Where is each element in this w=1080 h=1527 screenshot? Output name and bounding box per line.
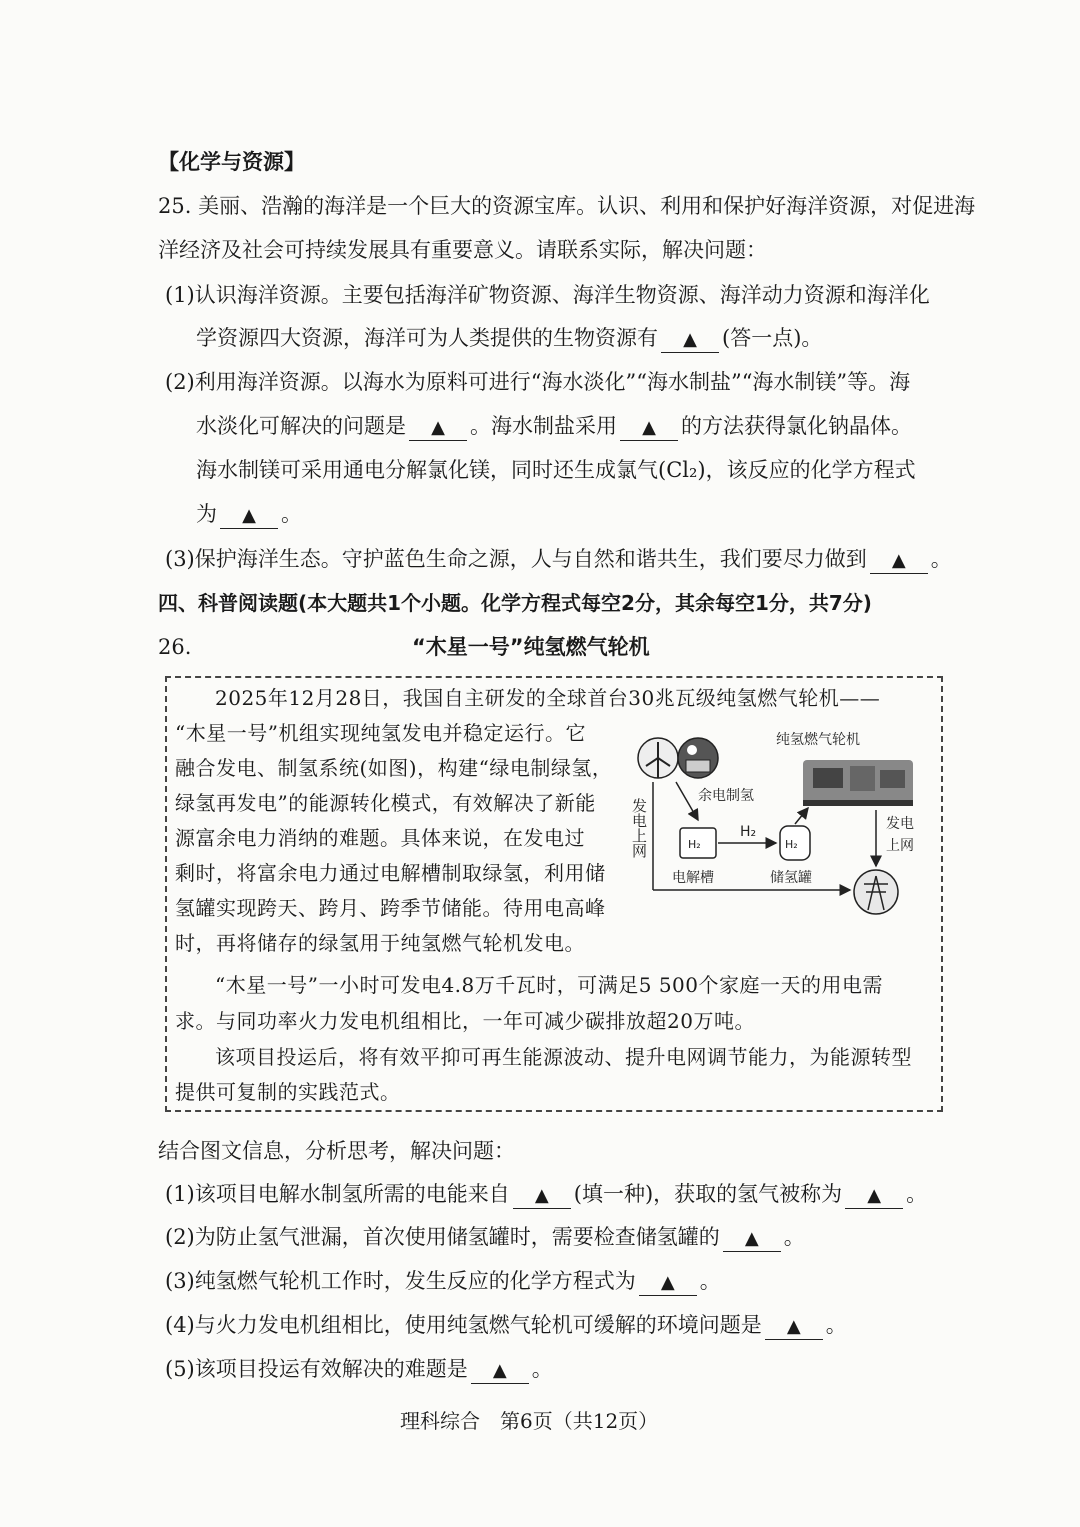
q25-p2-text-c: 的方法获得氯化钠晶体。: [681, 414, 912, 438]
q25-p1-tail: (答一点)。: [722, 326, 823, 350]
q25-p2-text-b: 。海水制盐采用: [470, 414, 617, 438]
reading-line: 求。与同功率火力发电机组相比，一年可减少碳排放超20万吨。: [175, 1009, 755, 1033]
tank-inner-label: H₂: [785, 838, 798, 851]
reading-line: 时，再将储存的绿氢用于纯氢燃气轮机发电。: [175, 931, 585, 955]
q26-p3-tail: 。: [699, 1269, 721, 1293]
arrow-surplus: [676, 782, 698, 820]
reading-line: 绿氢再发电”的能源转化模式，有效解决了新能: [175, 791, 596, 815]
q25-stem-line1: 25. 美丽、浩瀚的海洋是一个巨大的资源宝库。认识、利用和保护好海洋资源，对促进海: [158, 194, 976, 218]
reading-line: 提供可复制的实践范式。: [175, 1080, 401, 1104]
grid-left-label: 发电上网: [630, 798, 648, 858]
answer-blank[interactable]: ▲: [639, 1271, 697, 1296]
q26-p2-tail: 。: [783, 1225, 805, 1249]
q26-p4-text: (4)与火力发电机组相比，使用纯氢燃气轮机可缓解的环境问题是: [165, 1313, 762, 1337]
q26-p4-tail: 。: [825, 1313, 847, 1337]
q26-p2: [165, 1222, 805, 1252]
q25-p2-line3: 海水制镁可采用通电分解氯化镁，同时还生成氯气(Cl₂)，该反应的化学方程式: [196, 458, 916, 482]
reading-line: 该项目投运后，将有效平抑可再生能源波动、提升电网调节能力，为能源转型: [215, 1045, 912, 1069]
answer-blank[interactable]: ▲: [220, 504, 278, 529]
q26-number: 26.: [158, 635, 192, 659]
electrolyzer-inner-label: H₂: [688, 838, 701, 851]
q25-p2-text-a: 水淡化可解决的问题是: [196, 414, 406, 438]
q26-p1-text-b: (填一种)，获取的氢气被称为: [573, 1182, 843, 1206]
power-tower-icon: [854, 870, 898, 914]
solar-panel-icon: [678, 738, 718, 778]
reading-line: “木星一号”一小时可发电4.8万千瓦时，可满足5 500个家庭一天的用电需: [215, 973, 884, 997]
answer-blank[interactable]: ▲: [845, 1184, 903, 1209]
q26-p5-text: (5)该项目投运有效解决的难题是: [165, 1357, 468, 1381]
answer-blank[interactable]: ▲: [661, 328, 719, 353]
answer-blank[interactable]: ▲: [513, 1184, 571, 1209]
q25-p3-tail: 。: [930, 547, 952, 571]
grid-right-label-2: 上网: [886, 838, 914, 854]
q25-p1-line1: (1)认识海洋资源。主要包括海洋矿物资源、海洋生物资源、海洋动力资源和海洋化: [165, 283, 930, 307]
h2-label: H₂: [740, 824, 757, 840]
turbine-label: 纯氢燃气轮机: [776, 732, 860, 748]
answer-blank[interactable]: ▲: [620, 416, 678, 441]
gas-turbine-icon: [803, 760, 913, 806]
q25-p2-line4: [196, 499, 302, 529]
answer-blank[interactable]: ▲: [409, 416, 467, 441]
reading-line: 源富余电力消纳的难题。具体来说，在发电过: [175, 826, 585, 850]
q25-p3-line1: [165, 544, 952, 574]
reading-line: “木星一号”机组实现纯氢发电并稳定运行。它: [175, 721, 586, 745]
section-heading: 【化学与资源】: [158, 150, 305, 174]
q25-p1-line2: [196, 323, 822, 353]
q26-p4: [165, 1310, 847, 1340]
q25-p2-line1: (2)利用海洋资源。以海水为原料可进行“海水淡化”“海水制盐”“海水制镁”等。海: [165, 370, 911, 394]
q26-p3: [165, 1266, 721, 1296]
wind-turbine-icon: [638, 738, 678, 778]
q26-p1-text-a: (1)该项目电解水制氢所需的电能来自: [165, 1182, 510, 1206]
hydrogen-system-diagram: [628, 720, 928, 945]
grid-right-label-1: 发电: [886, 816, 914, 832]
q26-p3-text: (3)纯氢燃气轮机工作时，发生反应的化学方程式为: [165, 1269, 636, 1293]
q25-p2-line2: [196, 411, 912, 441]
q26-p2-text: (2)为防止氢气泄漏，首次使用储氢罐时，需要检查储氢罐的: [165, 1225, 720, 1249]
reading-line: 氢罐实现跨天、跨月、跨季节储能。待用电高峰: [175, 896, 606, 920]
q25-p2-text-d: 为: [196, 502, 217, 526]
page-footer: 理科综合 第6页（共12页）: [400, 1409, 659, 1433]
surplus-label: 余电制氢: [698, 788, 754, 804]
q26-p1-text-c: 。: [906, 1182, 928, 1206]
q25-stem-line2: 洋经济及社会可持续发展具有重要意义。请联系实际，解决问题：: [158, 238, 767, 262]
q26-p5-tail: 。: [531, 1357, 553, 1381]
answer-blank[interactable]: ▲: [723, 1227, 781, 1252]
answer-blank[interactable]: ▲: [471, 1359, 529, 1384]
q25-p2-text-e: 。: [281, 502, 302, 526]
q26-title: “木星一号”纯氢燃气轮机: [412, 635, 650, 659]
reading-line: 剩时，将富余电力通过电解槽制取绿氢，利用储: [175, 861, 606, 885]
electrolyzer-label: 电解槽: [672, 870, 714, 886]
q26-prompt: 结合图文信息，分析思考，解决问题：: [158, 1139, 515, 1163]
answer-blank[interactable]: ▲: [870, 549, 928, 574]
tank-label: 储氢罐: [770, 870, 812, 886]
q26-p5: [165, 1354, 553, 1384]
q25-p1-text: 学资源四大资源，海洋可为人类提供的生物资源有: [196, 326, 658, 350]
q26-p1: [165, 1179, 927, 1209]
section4-heading: 四、科普阅读题(本大题共1个小题。化学方程式每空2分，其余每空1分，共7分): [158, 591, 872, 615]
q25-p3-text: (3)保护海洋生态。守护蓝色生命之源，人与自然和谐共生，我们要尽力做到: [165, 547, 867, 571]
answer-blank[interactable]: ▲: [765, 1315, 823, 1340]
arrow-to-turbine: [795, 808, 808, 824]
reading-line: 2025年12月28日，我国自主研发的全球首台30兆瓦级纯氢燃气轮机——: [215, 686, 881, 710]
diagram-svg: [628, 720, 928, 945]
reading-line: 融合发电、制氢系统(如图)，构建“绿电制绿氢，: [175, 756, 613, 780]
